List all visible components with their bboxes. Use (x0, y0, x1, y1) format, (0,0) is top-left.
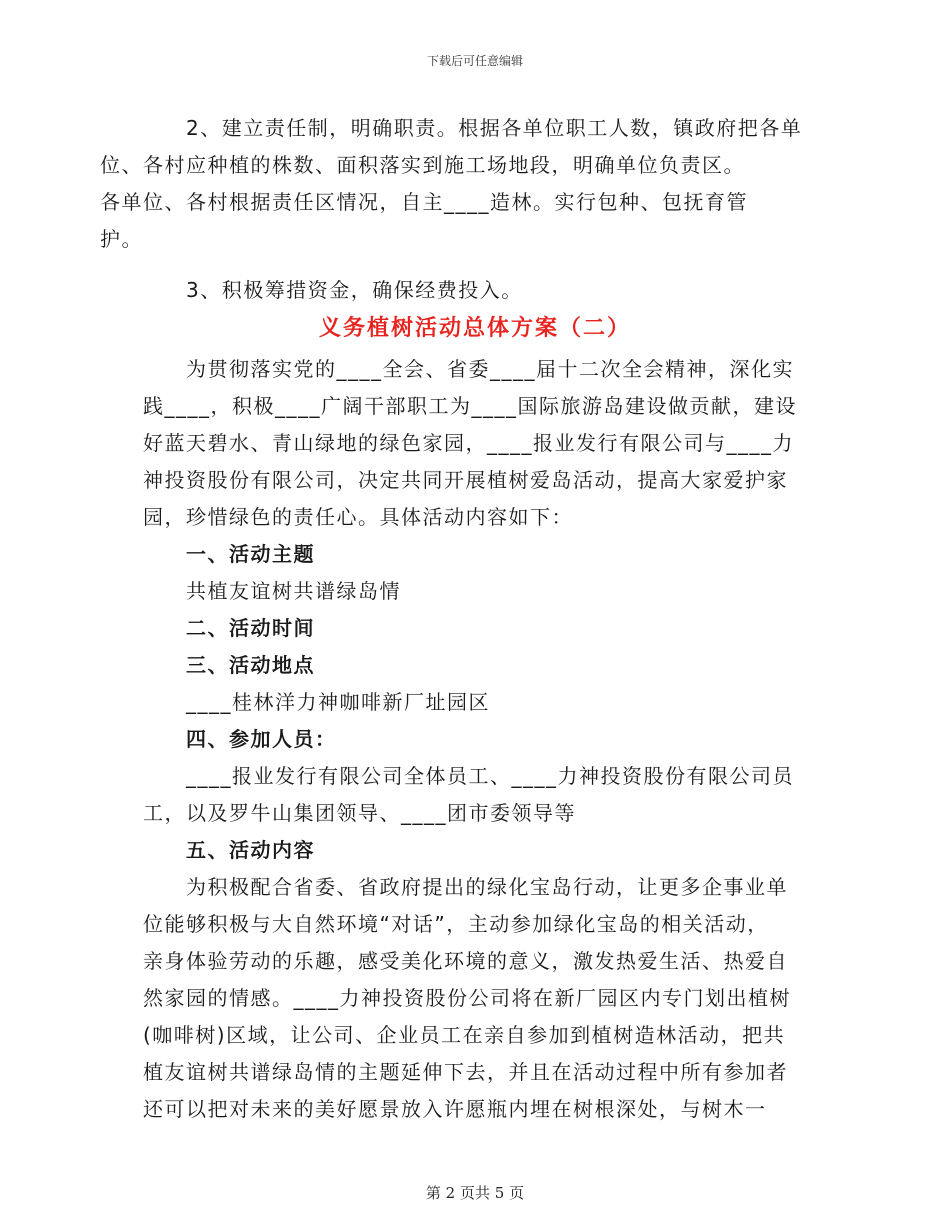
text-line: 2、建立责任制，明确职责。根据各单位职工人数，镇政府把各单 (186, 116, 803, 140)
section-heading-time: 二、活动时间 (186, 616, 315, 640)
page-footer: 第 2 页共 5 页 (425, 1184, 525, 1202)
text-line: 位能够积极与大自然环境“对话”，主动参加绿化宝岛的相关活动， (143, 912, 769, 936)
text-line: 工，以及罗牛山集团领导、____团市委领导等 (143, 801, 576, 825)
text-line: 亲身体验劳动的乐趣，感受美化环境的意义，激发热爱生活、热爱自 (143, 949, 788, 973)
text-line: 植友谊树共谱绿岛情的主题延伸下去，并且在活动过程中所有参加者 (143, 1060, 788, 1084)
text-line: 为贯彻落实党的____全会、省委____届十二次全会精神，深化实 (186, 357, 794, 381)
text-line: 好蓝天碧水、青山绿地的绿色家园，____报业发行有限公司与____力 (143, 431, 794, 455)
intro-paragraph (143, 351, 807, 536)
page-header: 下载后可任意编辑 (426, 54, 523, 68)
paragraph-item-2 (100, 110, 807, 258)
paragraph-item-3 (143, 272, 807, 309)
section-text-content (143, 869, 807, 1128)
document-title: 义务植树活动总体方案（二） (318, 316, 631, 341)
text-line: (咖啡树)区域，让公司、企业员工在亲自参加到植树造林活动，把共 (143, 1023, 786, 1047)
section-text-participants (143, 758, 807, 832)
text-line: 为积极配合省委、省政府提出的绿化宝岛行动，让更多企事业单 (186, 875, 788, 899)
text-line: ____报业发行有限公司全体员工、____力神投资股份有限公司员 (186, 764, 794, 788)
section-heading-participants: 四、参加人员： (186, 727, 337, 751)
text-line: 各单位、各村根据责任区情况，自主____造林。实行包种、包抚育管 (100, 190, 748, 214)
document-body (100, 110, 807, 1128)
text-line: 3、积极筹措资金，确保经费投入。 (186, 278, 523, 302)
text-line: 神投资股份有限公司，决定共同开展植树爱岛活动，提高大家爱护家 (143, 468, 788, 492)
text-line: 践____，积极____广阔干部职工为____国际旅游岛建设做贡献，建设 (143, 394, 797, 418)
section-heading-content: 五、活动内容 (186, 838, 315, 862)
section-text-theme: 共植友谊树共谱绿岛情 (186, 579, 401, 603)
text-line: 位、各村应种植的株数、面积落实到施工场地段，明确单位负责区。 (100, 153, 745, 177)
text-line: 然家园的情感。____力神投资股份公司将在新厂园区内专门划出植树 (143, 986, 791, 1010)
section-heading-theme: 一、活动主题 (186, 542, 315, 566)
section-heading-location: 三、活动地点 (186, 653, 315, 677)
section-text-location: ____桂林洋力神咖啡新厂址园区 (186, 690, 490, 714)
text-line: 护。 (100, 227, 143, 251)
text-line: 园，珍惜绿色的责任心。具体活动内容如下： (143, 505, 573, 529)
text-line: 还可以把对未来的美好愿景放入许愿瓶内埋在树根深处，与树木一 (143, 1097, 767, 1121)
